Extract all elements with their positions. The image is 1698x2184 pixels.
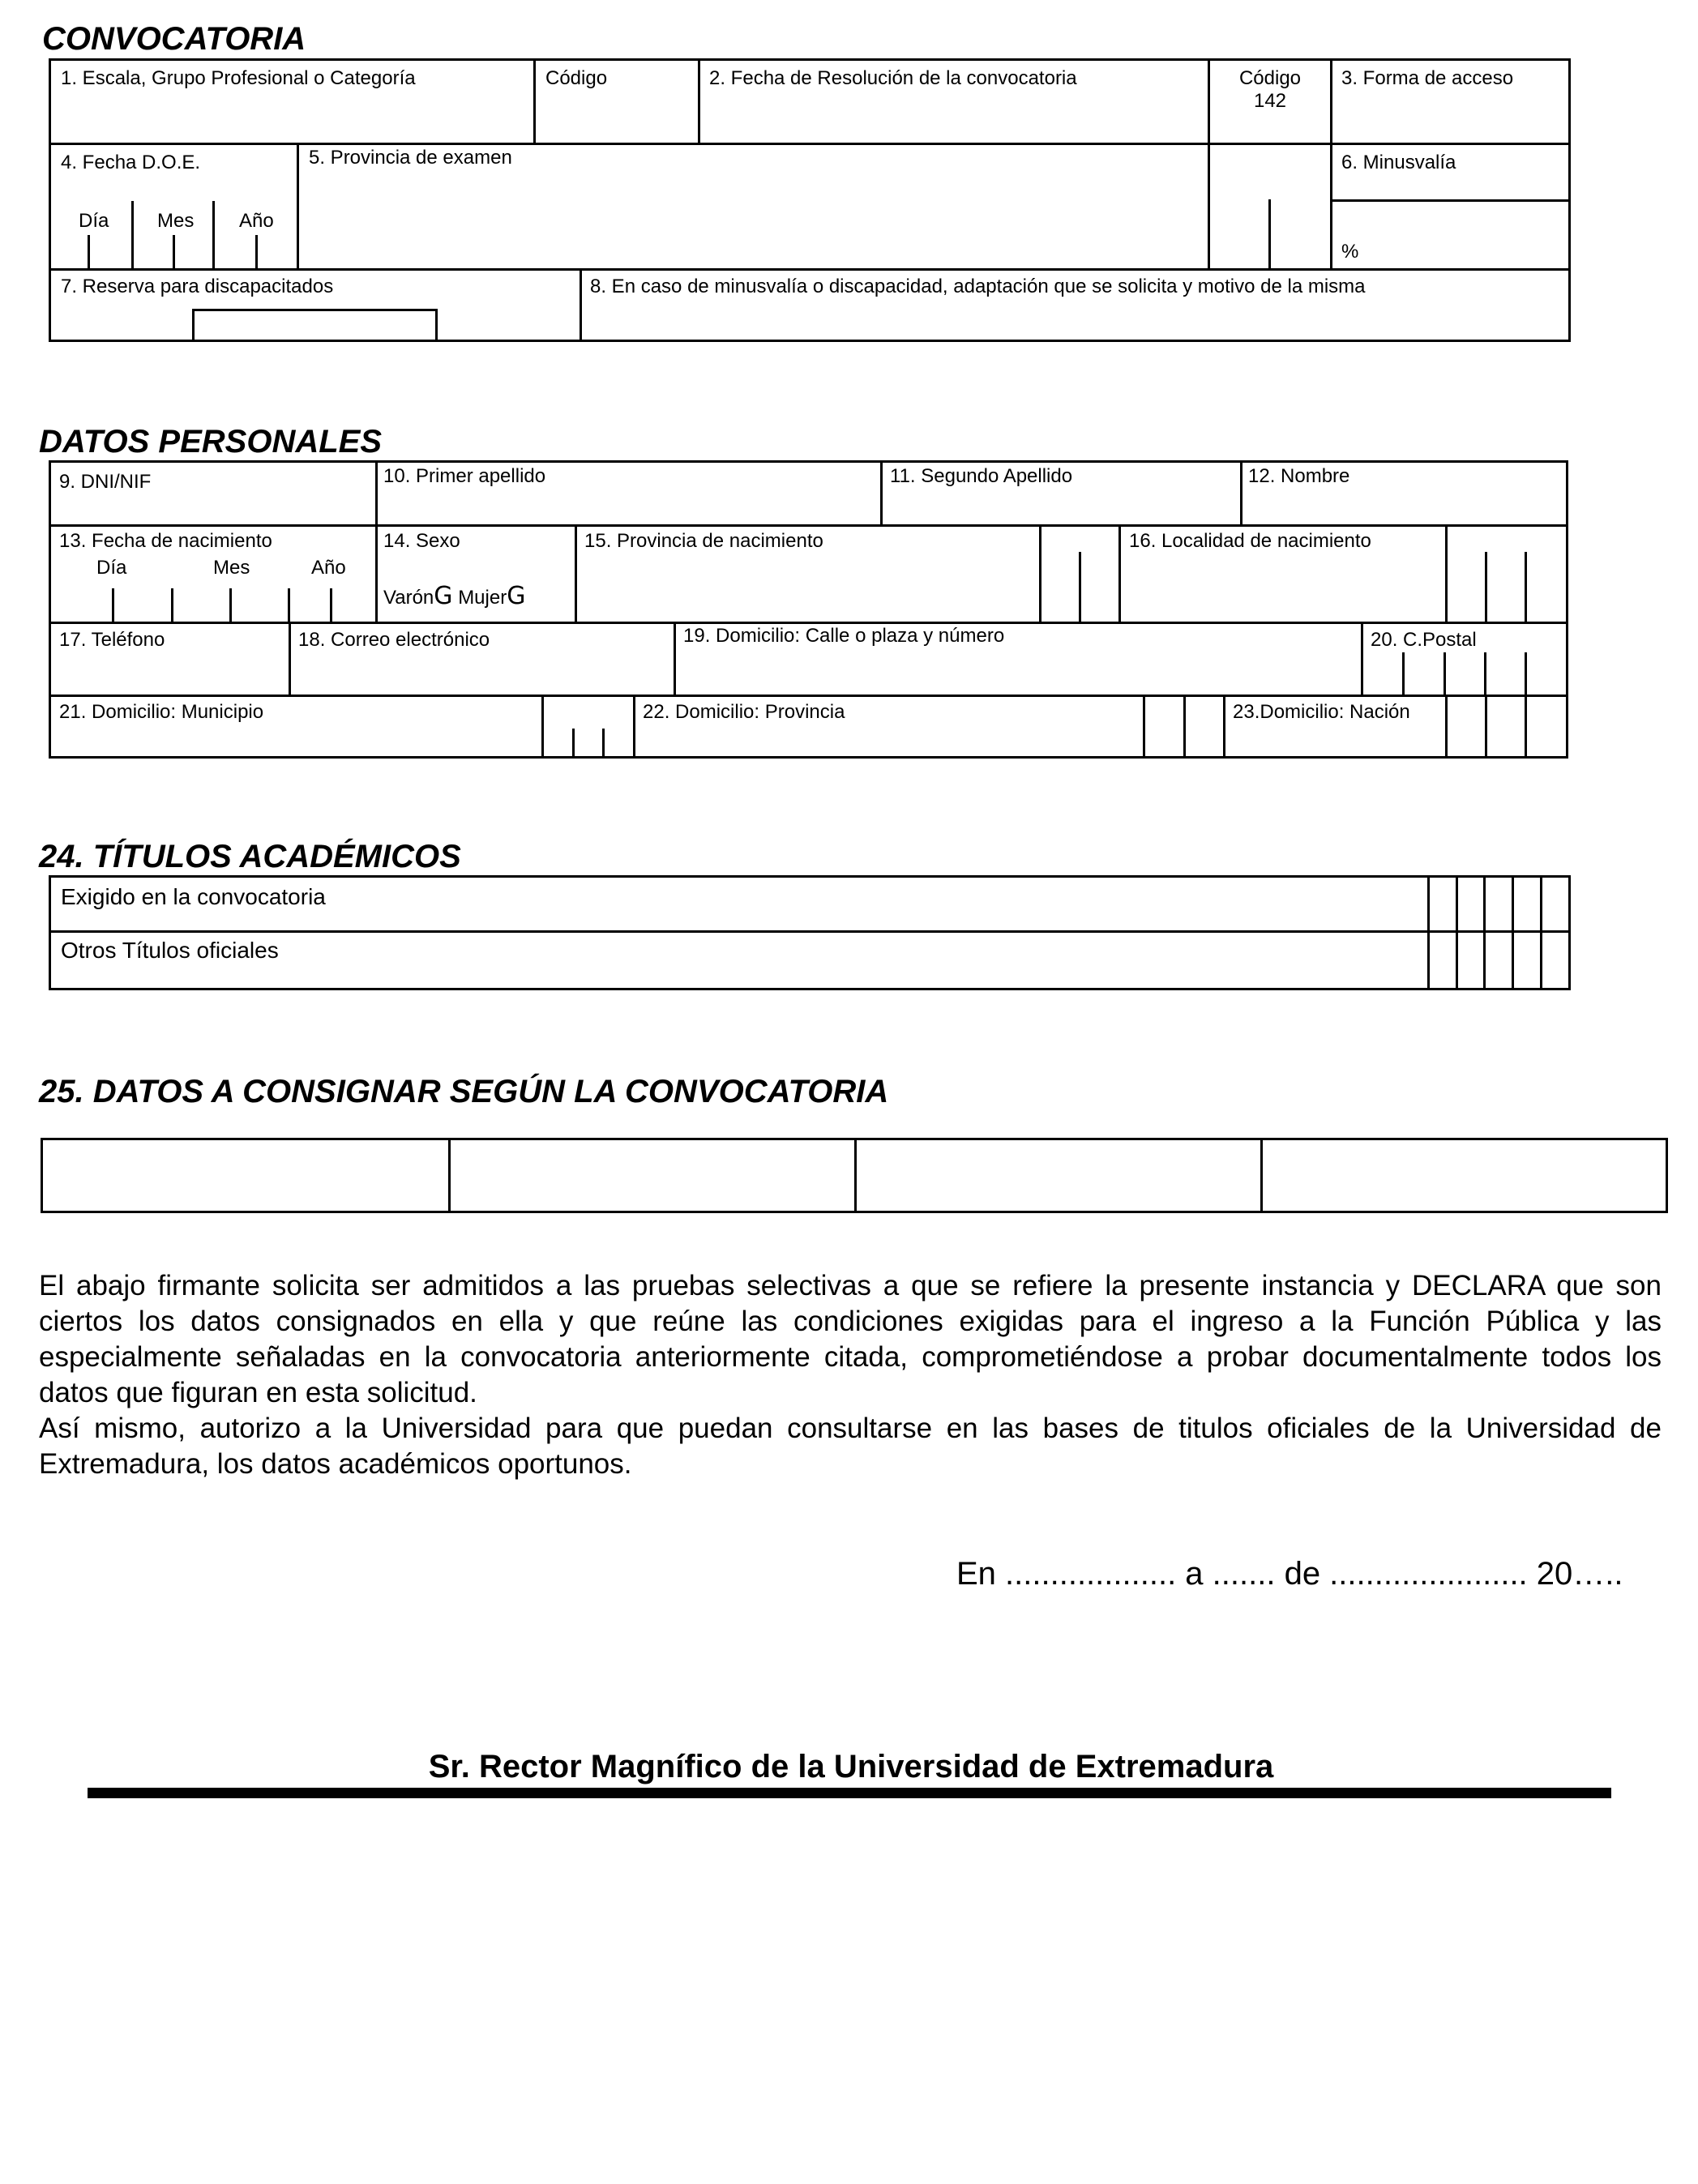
label-anio: Año <box>239 210 274 232</box>
section-heading-titulos: 24. TÍTULOS ACADÉMICOS <box>39 839 461 874</box>
divider <box>375 463 378 524</box>
field-label-forma-acceso: 3. Forma de acceso <box>1341 67 1514 89</box>
field-label-domicilio-nacion: 23.Domicilio: Nación <box>1233 701 1410 723</box>
dato-field-1[interactable] <box>45 1140 448 1211</box>
dato-field-4[interactable] <box>1263 1140 1666 1211</box>
field-label-escala: 1. Escala, Grupo Profesional o Categoría <box>61 67 416 89</box>
divider <box>575 524 577 622</box>
section-heading-convocatoria: CONVOCATORIA <box>42 21 306 57</box>
varon-checkbox-icon[interactable]: G <box>434 582 453 610</box>
divider <box>880 463 883 524</box>
code-digit-tick <box>1540 878 1542 988</box>
date-digit-tick <box>255 235 258 268</box>
sexo-options <box>383 583 525 611</box>
label-anio: Año <box>311 557 346 579</box>
field-label-correo: 18. Correo electrónico <box>298 629 490 651</box>
date-digit-tick <box>88 235 90 268</box>
label-varon: Varón <box>383 587 434 609</box>
postal-digit-tick <box>1444 652 1446 695</box>
field-label-telefono: 17. Teléfono <box>59 629 165 651</box>
field-label-domicilio-calle: 19. Domicilio: Calle o plaza y número <box>683 625 1005 647</box>
dato-field-2[interactable] <box>451 1140 854 1211</box>
date-digit-tick <box>112 588 114 622</box>
code-digit-tick <box>1525 552 1527 622</box>
divider <box>1445 524 1448 622</box>
divider <box>674 622 676 695</box>
titulos-table <box>49 875 1571 990</box>
divider <box>698 61 700 143</box>
field-label-nombre: 12. Nombre <box>1248 465 1350 487</box>
underline-bar <box>88 1788 1611 1798</box>
divider <box>51 268 1568 271</box>
code-digit-tick <box>1512 878 1514 988</box>
code-digit-tick <box>1183 695 1186 756</box>
divider <box>541 695 544 756</box>
code-digit-tick <box>1456 878 1458 988</box>
divider <box>1445 695 1448 756</box>
code-digit-tick <box>1268 199 1271 268</box>
field-label-provincia-nacimiento: 15. Provincia de nacimiento <box>584 530 823 552</box>
divider <box>51 143 1568 145</box>
divider <box>1330 199 1568 202</box>
date-digit-tick <box>288 588 290 622</box>
convocatoria-table <box>49 58 1571 342</box>
datos-personales-table <box>49 460 1568 759</box>
code-digit-tick <box>602 729 605 756</box>
date-digit-tick <box>131 201 134 268</box>
datos-consignar-table <box>41 1138 1668 1213</box>
field-label-primer-apellido: 10. Primer apellido <box>383 465 546 487</box>
dato-field-3[interactable] <box>857 1140 1260 1211</box>
date-digit-tick <box>229 588 232 622</box>
field-label-codigo: Código <box>545 67 608 89</box>
field-label-segundo-apellido: 11. Segundo Apellido <box>890 465 1073 487</box>
postal-digit-tick <box>1402 652 1405 695</box>
date-digit-tick <box>212 201 215 268</box>
postal-digit-tick <box>1525 652 1527 695</box>
divider <box>1143 695 1145 756</box>
field-label-adaptacion: 8. En caso de minusvalía o discapacidad, adaptación que se solicita y motivo de la misma <box>590 276 1366 297</box>
code-digit-tick <box>1525 695 1527 756</box>
field-label-codigo-2: Código <box>1238 67 1302 89</box>
divider <box>1223 695 1225 756</box>
date-digit-tick <box>171 588 173 622</box>
divider <box>1361 622 1363 695</box>
code-digit-tick <box>1427 878 1430 988</box>
code-digit-tick <box>1485 552 1487 622</box>
label-mujer: Mujer <box>458 587 507 609</box>
divider <box>580 268 582 340</box>
label-mes: Mes <box>213 557 250 579</box>
autorizacion-paragraph: Así mismo, autorizo a la Universidad para que puedan consultarse en las bases de titulos oficiales de la Universidad de Extremadura, los datos académicos oportunos. <box>39 1413 1662 1480</box>
titulo-otros-label: Otros Títulos oficiales <box>61 938 279 963</box>
reserva-checkbox[interactable] <box>192 309 438 342</box>
field-label-domicilio-municipio: 21. Domicilio: Municipio <box>59 701 264 723</box>
date-digit-tick <box>330 588 332 622</box>
percent-sign: % <box>1341 241 1359 263</box>
divider <box>297 143 299 268</box>
field-label-reserva: 7. Reserva para discapacitados <box>61 276 334 297</box>
divider <box>51 930 1568 933</box>
code-digit-tick <box>572 729 575 756</box>
field-label-domicilio-provincia: 22. Domicilio: Provincia <box>643 701 845 723</box>
divider <box>51 695 1566 697</box>
label-dia: Día <box>96 557 127 579</box>
date-digit-tick <box>173 235 175 268</box>
field-label-minusvalia: 6. Minusvalía <box>1341 152 1456 173</box>
divider <box>51 524 1566 527</box>
codigo-value: 142 <box>1253 90 1287 112</box>
declaracion-paragraph: El abajo firmante solicita ser admitidos a las pruebas selectivas a que se refiere la presente instancia y DECLARA que son ciertos los datos consignados en ella y que reúne las condiciones exigidas para el ingreso a la Función Pública y las especialmente señaladas en la convocatoria anteriormente citada, comprometiéndose a probar documentalmente todos los datos que figuran en esta solicitud. <box>39 1270 1662 1408</box>
divider <box>1039 524 1041 622</box>
field-label-localidad-nacimiento: 16. Localidad de nacimiento <box>1129 530 1371 552</box>
section-heading-datos-personales: DATOS PERSONALES <box>39 424 383 459</box>
divider <box>1240 463 1242 524</box>
code-digit-tick <box>1079 552 1081 622</box>
field-label-dni: 9. DNI/NIF <box>59 471 152 493</box>
destinatario: Sr. Rector Magnífico de la Universidad de Extremadura <box>428 1749 1274 1784</box>
section-heading-datos-consignar: 25. DATOS A CONSIGNAR SEGÚN LA CONVOCATORIA <box>39 1074 889 1109</box>
code-digit-tick <box>1485 695 1487 756</box>
divider <box>51 622 1566 624</box>
mujer-checkbox-icon[interactable]: G <box>507 582 526 610</box>
field-label-fecha-resolucion: 2. Fecha de Resolución de la convocatoria <box>709 67 1077 89</box>
code-digit-tick <box>1483 878 1486 988</box>
label-mes: Mes <box>157 210 195 232</box>
postal-digit-tick <box>1484 652 1486 695</box>
divider <box>633 695 635 756</box>
field-label-fecha-nacimiento: 13. Fecha de nacimiento <box>59 530 272 552</box>
field-label-sexo: 14. Sexo <box>383 530 460 552</box>
divider <box>289 622 291 695</box>
titulo-exigido-label: Exigido en la convocatoria <box>61 884 326 909</box>
divider <box>1330 61 1332 268</box>
label-dia: Día <box>79 210 109 232</box>
divider <box>1118 524 1121 622</box>
divider <box>375 524 378 622</box>
field-label-provincia-examen: 5. Provincia de examen <box>309 147 512 169</box>
field-label-codigo-postal: 20. C.Postal <box>1371 629 1477 651</box>
divider <box>533 61 536 143</box>
lugar-fecha-line: En ................... a ....... de ...................... 20….. <box>956 1556 1623 1592</box>
field-label-fecha-doe: 4. Fecha D.O.E. <box>61 152 201 173</box>
